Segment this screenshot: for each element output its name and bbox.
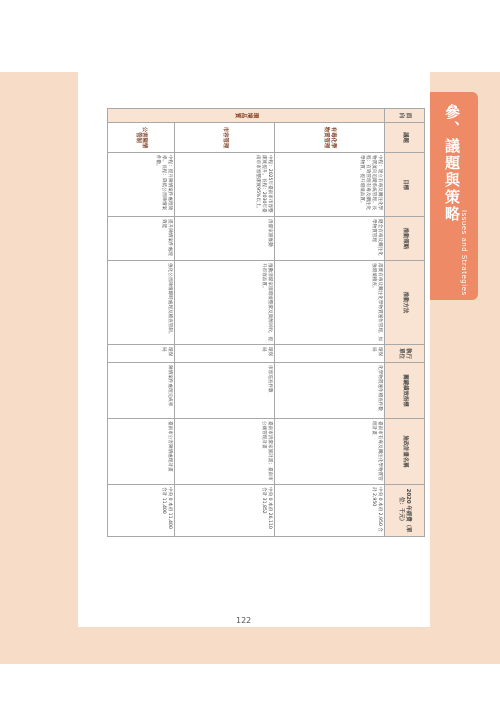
chapter-tab: [430, 92, 478, 300]
kpi-cell: 陳情案件處理完成率: [108, 363, 175, 419]
plan-cell: 臺南市有毒及關注化學物質管理計畫: [275, 419, 385, 485]
strategy-cell: 提升陳情案件處理效能: [108, 217, 175, 261]
strategy-table: [107, 108, 425, 537]
issue-name: 公害陳情管制: [108, 123, 175, 153]
goal-cell: 中程：提升陳情案件處理效率。長程：降低公害陳情案件數。: [108, 153, 175, 217]
kpi-cell: 化學物質運作稽查件數: [275, 363, 385, 419]
budget-cell: 中央 0 本府 2,950 合計 2,950: [275, 485, 385, 537]
header-domain: 面向: [385, 109, 425, 123]
plan-cell: 臺南市公害陳情處理計畫: [108, 419, 175, 485]
budget-cell: 中央 0 本府 26,110 合計 31,852: [175, 485, 275, 537]
rotated-table-wrapper: [108, 108, 425, 536]
agency-cell: 環保局: [175, 345, 275, 363]
strategy-cell: 清潔家園推動: [175, 217, 275, 261]
agency-cell: 環保局: [108, 345, 175, 363]
chapter-title: 參、議題與策略: [443, 104, 461, 223]
header-method: 推動方法: [385, 261, 425, 345]
method-cell: 落實有毒及關注化學物質運作管理，加強環境稽查。: [275, 261, 385, 345]
header-issue: 議題: [385, 123, 425, 153]
budget-cell: 中央 0 本府 11,400 合計 11,400: [108, 485, 175, 537]
header-agency: 執行單位: [385, 345, 425, 363]
goal-cell: 中程：2025年臺南市市容整潔度提升。長程：2030年臺南市市容整潔度95%以上。: [175, 153, 275, 217]
method-cell: 強化公害陳情即時處理及稽查管制。: [108, 261, 175, 345]
plan-cell: 臺南市清潔家園計畫；臺南市公廁管理計畫: [175, 419, 275, 485]
header-budget: 2020 年經費（單位：千元）: [385, 485, 425, 537]
table-row: [275, 109, 385, 537]
table-row: [108, 109, 175, 537]
strategy-cell: 健全有毒及關注化學物質管理: [275, 217, 385, 261]
agency-cell: 環保局: [275, 345, 385, 363]
header-plan: 施政計畫名稱: [385, 419, 425, 485]
page-number: 122: [236, 616, 252, 625]
header-strategy: 推動策略: [385, 217, 425, 261]
domain-cell: 環境品質: [108, 109, 385, 123]
kpi-cell: 市容巡查件數: [175, 363, 275, 419]
header-goal: 目標: [385, 153, 425, 217]
method-cell: 推動清潔家園環境整潔及資源回收，提升市容品質。: [175, 261, 275, 345]
table-row: [175, 109, 275, 537]
header-kpi: 關鍵績效指標: [385, 363, 425, 419]
chapter-subtitle: Issues and Strategies: [460, 210, 468, 296]
issue-name: 有毒化學物質管理: [275, 123, 385, 153]
goal-cell: 中程：建立有毒及關注化學物質流向追蹤系統管理。長程：有效管理有毒及關注化學物質，提升環境品質。: [275, 153, 385, 217]
issue-name: 市容管理: [175, 123, 275, 153]
table-header-row: [385, 109, 425, 537]
